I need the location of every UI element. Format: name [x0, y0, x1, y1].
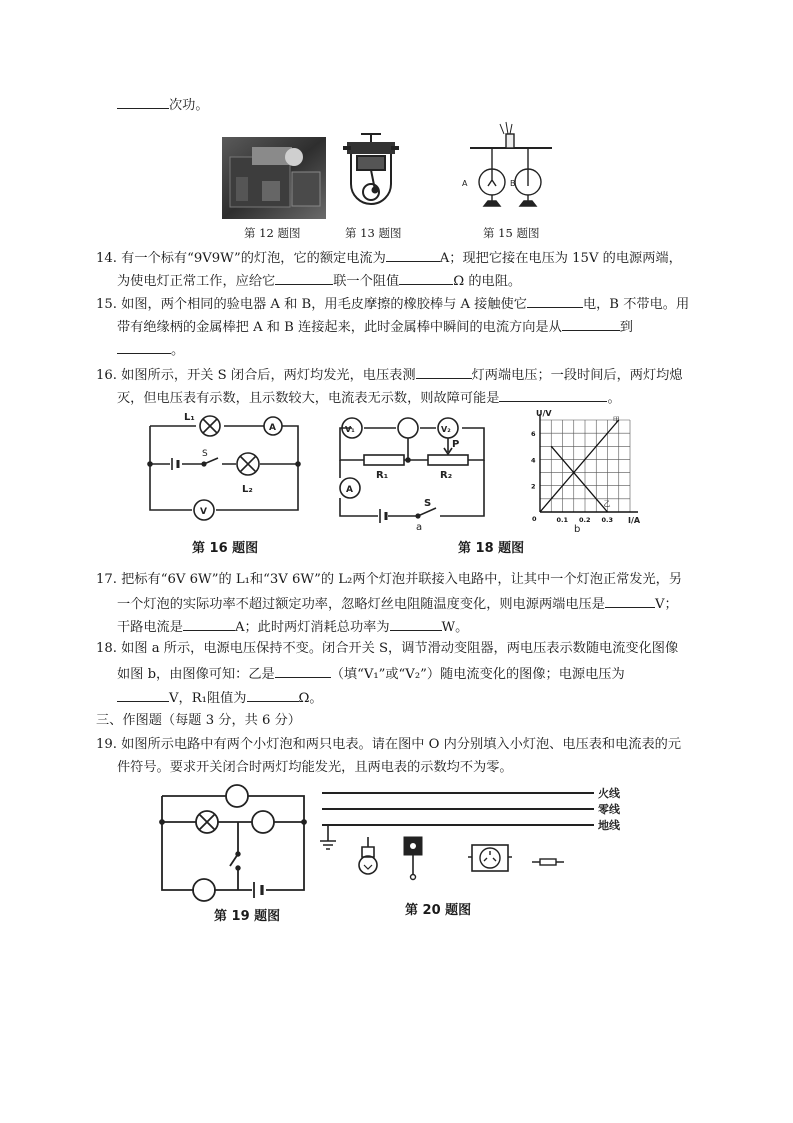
fig15-caption: 第 15 题图: [483, 226, 540, 240]
blank-circle-2[interactable]: [252, 811, 274, 833]
voltmeter-label: V: [200, 507, 207, 517]
r1-label: R₁: [376, 470, 389, 481]
series-label: 乙: [603, 500, 611, 508]
label-B: B: [510, 179, 516, 188]
answer-blank[interactable]: [416, 364, 472, 379]
q15-line-2: 带有绝缘柄的金属棒把 A 和 B 连接起来，此时金属棒中瞬间的电流方向是从 到: [117, 316, 633, 338]
q15-line-3: 。: [117, 339, 184, 361]
origin-label: 0: [532, 515, 537, 523]
q17-line-1: 17. 把标有“6V 6W”的 L₁和“3V 6W”的 L₂两个灯泡并联接入电路中，让其中一个灯泡正常发光，另: [96, 572, 683, 587]
q17-line-3: 干路电流是 A；此时两灯消耗总功率为 W。: [117, 616, 468, 638]
l1-label: L₁: [184, 412, 195, 423]
fig20-caption: 第 20 题图: [405, 903, 472, 918]
r2-label: R₂: [440, 470, 453, 481]
v1-label: V₁: [345, 425, 355, 434]
x-tick-label: 0.3: [601, 516, 614, 524]
ammeter-label: A: [269, 423, 276, 433]
answer-blank[interactable]: [117, 687, 169, 702]
answer-blank[interactable]: [386, 247, 440, 262]
fig18a-circuit: [338, 412, 490, 533]
fig20-wiring: [318, 783, 628, 893]
fig16-caption: 第 16 题图: [192, 541, 259, 556]
y-tick-label: 2: [531, 482, 536, 491]
x-axis-label: I/A: [628, 516, 641, 525]
series-label: 甲: [612, 416, 620, 424]
fig16-circuit: [146, 412, 306, 524]
q17-line-2: 一个灯泡的实际功率不超过额定功率，忽略灯丝电阻随温度变化，则电源两端电压是 V；: [117, 593, 678, 615]
blank-circle-1[interactable]: [226, 785, 248, 807]
fig13-caption: 第 13 题图: [345, 226, 402, 240]
q13-tail-line: 次功。: [117, 94, 209, 116]
v2-label: V₂: [441, 425, 451, 434]
answer-blank[interactable]: [275, 270, 333, 285]
y-tick-label: 4: [531, 456, 536, 465]
x-tick-label: 0.1: [556, 516, 569, 524]
fig19-circuit: [158, 786, 316, 904]
fig12-caption: 第 12 题图: [244, 226, 301, 240]
ground-wire-label: 地线: [598, 819, 620, 832]
answer-blank[interactable]: [499, 387, 607, 402]
q16-line-2: 灭，但电压表有示数，且示数较大，电流表无示数，则故障可能是 。: [117, 387, 621, 409]
answer-blank[interactable]: [390, 616, 442, 631]
chart-grid: [540, 420, 630, 512]
series-line-jia: [540, 420, 619, 512]
y-tick-label: 6: [531, 430, 536, 439]
fig15-electroscopes: [462, 118, 562, 218]
fig18-caption: 第 18 题图: [458, 541, 525, 556]
answer-blank[interactable]: [117, 339, 171, 354]
answer-blank[interactable]: [183, 616, 235, 631]
y-axis-label: U/V: [536, 409, 552, 418]
fig-b-label: b: [574, 524, 581, 535]
fig-a-label: a: [416, 522, 423, 533]
fig12-photo: [222, 137, 326, 219]
q18-line-2: 如图 b，由图像可知：乙是 （填“V₁”或“V₂”）随电流变化的图像；电源电压为: [117, 663, 625, 685]
answer-blank[interactable]: [527, 293, 583, 308]
q18-line-1: 18. 如图 a 所示，电源电压保持不变。闭合开关 S，调节滑动变阻器，两电压表示数随电流变化图像: [96, 641, 679, 656]
chart-ticks: [531, 430, 613, 524]
answer-blank[interactable]: [247, 687, 299, 702]
live-wire-label: 火线: [598, 787, 620, 800]
section-3-heading: 三、作图题（每题 3 分，共 6 分）: [96, 713, 301, 728]
switch-label: S: [202, 449, 208, 459]
fig18b-chart: [522, 408, 650, 535]
switch-label: S: [424, 498, 432, 509]
answer-blank[interactable]: [117, 94, 169, 109]
q18-line-3: V，R₁阻值为 Ω。: [117, 687, 323, 709]
q19-line-2: 件符号。要求开关闭合时两灯均能发光，且两电表的示数均不为零。: [117, 760, 513, 775]
neutral-wire-label: 零线: [598, 803, 620, 816]
answer-blank[interactable]: [275, 663, 331, 678]
answer-blank[interactable]: [562, 316, 620, 331]
x-tick-label: 0.2: [579, 516, 591, 524]
q14-line-1: 14. 有一个标有“9V9W”的灯泡，它的额定电流为 A；现把它接在电压为 15V 的电源两端，: [96, 247, 682, 269]
q16-line-1: 16. 如图所示，开关 S 闭合后，两灯均发光，电压表测 灯两端电压；一段时间后，两灯均熄: [96, 364, 683, 386]
chart-axes: [540, 414, 638, 512]
label-A: A: [462, 179, 468, 188]
q15-line-1: 15. 如图，两个相同的验电器 A 和 B，用毛皮摩擦的橡胶棒与 A 接触使它 电，B 不带电。用: [96, 293, 689, 315]
q19-line-1: 19. 如图所示电路中有两个小灯泡和两只电表。请在图中 O 内分别填入小灯泡、电压表和电流表的元: [96, 737, 682, 752]
answer-blank[interactable]: [605, 593, 655, 608]
l2-label: L₂: [242, 484, 253, 495]
ammeter-label: A: [346, 485, 353, 495]
series-line-yi: [551, 446, 607, 512]
fig19-caption: 第 19 题图: [214, 909, 281, 924]
answer-blank[interactable]: [399, 270, 453, 285]
blank-circle-3[interactable]: [193, 879, 215, 901]
slider-label: P: [452, 439, 460, 450]
q14-line-2: 为使电灯正常工作，应给它 联一个阻值 Ω 的电阻。: [117, 270, 521, 292]
fig13-engine-diagram: [339, 128, 403, 216]
